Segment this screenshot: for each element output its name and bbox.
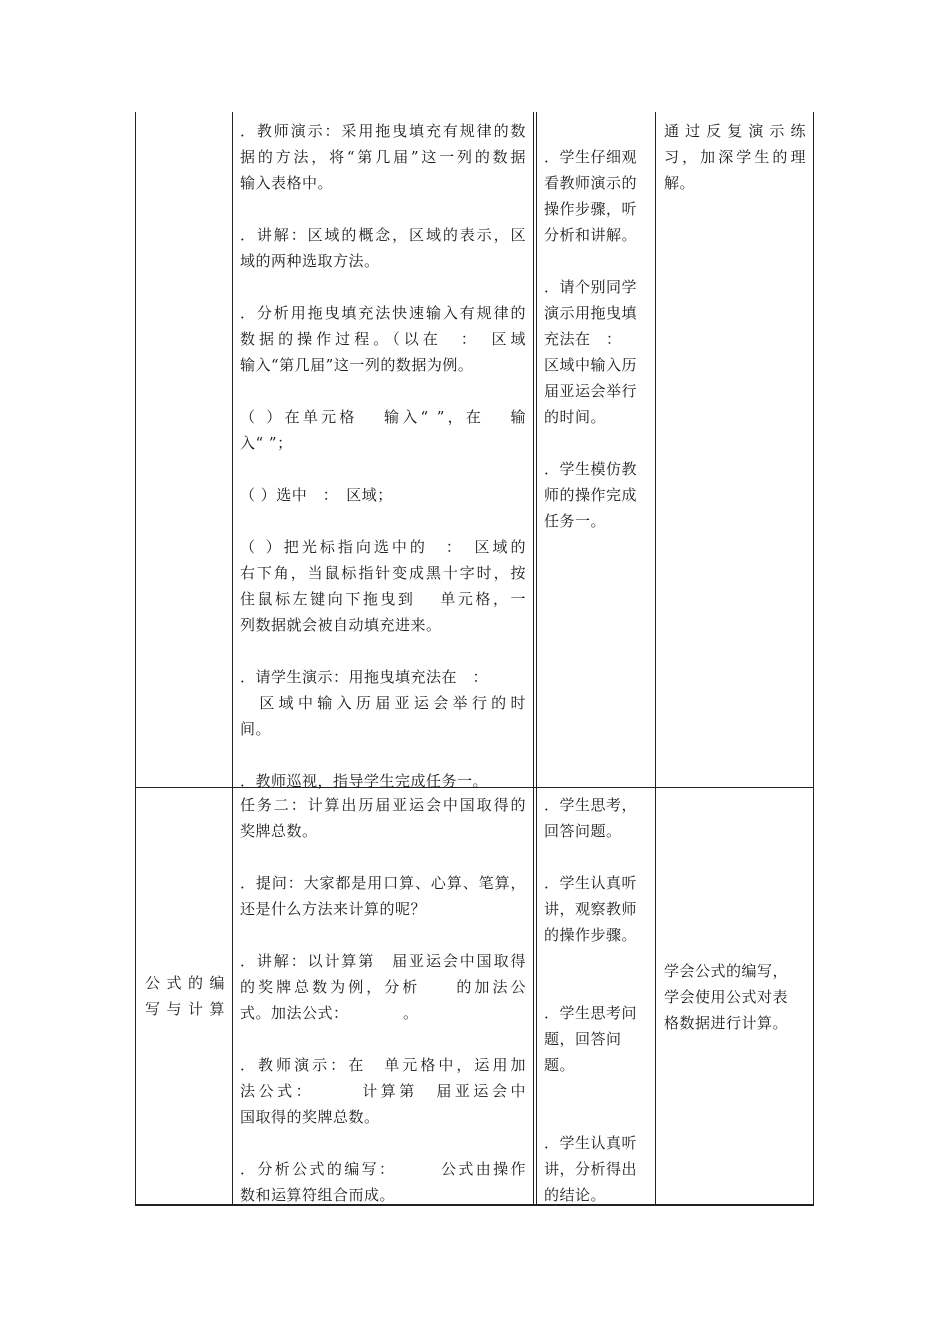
- student-line: ．学生模仿教: [544, 460, 638, 478]
- student-line: 的操作步骤。: [544, 926, 638, 944]
- stage-line: 写与计算: [145, 1000, 225, 1018]
- activity-line: ．讲解：以计算第 届亚运会中国取得: [240, 952, 526, 970]
- student-line: 看教师演示的: [544, 174, 638, 192]
- activity-line: 国取得的奖牌总数。: [240, 1108, 380, 1126]
- activity-line: ．分析用拖曳填充法快速输入有规律的: [240, 304, 526, 322]
- row2-stage-cell: [145, 970, 225, 1022]
- activity-line: 数和运算符组合而成。: [240, 1186, 396, 1204]
- intent-line: 通过反复演示练: [664, 122, 806, 140]
- student-line: 讲，观察教师: [544, 900, 638, 918]
- activity-line: 右下角，当鼠标指针变成黑十字时，按: [240, 564, 526, 582]
- activity-line: 还是什么方法来计算的呢？: [240, 900, 427, 918]
- student-line: ．学生思考，: [544, 796, 638, 814]
- row1-activity-cell: [240, 118, 526, 794]
- student-line: 演示用拖曳填: [544, 304, 638, 322]
- table-col-divider-1: [232, 112, 233, 1206]
- student-line: 师的操作完成: [544, 486, 638, 504]
- activity-line: ．教师演示：在 单元格中，运用加: [240, 1056, 526, 1074]
- activity-line: 住鼠标左键向下拖曳到 单元格，一: [240, 590, 526, 608]
- row1-intent-cell: [664, 118, 806, 196]
- student-line: 的结论。: [544, 1186, 607, 1204]
- activity-line: 的奖牌总数为例，分析 的加法公: [240, 978, 526, 996]
- activity-line: 任务二：计算出历届亚运会中国取得的: [240, 796, 526, 814]
- activity-line: ．分析公式的编写： 公式由操作: [240, 1160, 526, 1178]
- activity-line: 奖牌总数。: [240, 822, 318, 840]
- stage-line: 公式的编: [145, 974, 225, 992]
- row2-student-cell: [544, 792, 650, 1208]
- activity-line: 入“ ”；: [240, 434, 293, 452]
- student-line: ．学生认真听: [544, 1134, 638, 1152]
- table-border-left: [135, 112, 136, 1206]
- activity-line: 输入“第几届”这一列的数据为例。: [240, 356, 474, 374]
- student-line: 任务一。: [544, 512, 607, 530]
- activity-line: 间。: [240, 720, 272, 738]
- student-line: 操作步骤，听: [544, 200, 638, 218]
- activity-line: ．教师巡视，指导学生完成任务一。: [240, 772, 489, 790]
- activity-line: ．提问：大家都是用口算、心算、笔算，: [240, 874, 526, 892]
- student-line: ．学生思考问: [544, 1004, 638, 1022]
- activity-line: 式。加法公式： 。: [240, 1004, 419, 1022]
- activity-line: 法公式： 计算第 届亚运会中: [240, 1082, 526, 1100]
- student-line: 届亚运会举行: [544, 382, 638, 400]
- student-line: 讲，分析得出: [544, 1160, 638, 1178]
- activity-line: 据的方法，将“第几届”这一列的数据: [240, 148, 526, 166]
- table-col-divider-2: [533, 112, 534, 1206]
- intent-line: 格数据进行计算。: [664, 1014, 789, 1032]
- row1-student-cell: [544, 144, 650, 534]
- student-line: ．请个别同学: [544, 278, 638, 296]
- row2-activity-cell: [240, 792, 526, 1208]
- activity-line: ．请学生演示：用拖曳填充法在 ：: [240, 668, 489, 686]
- student-line: ．学生认真听: [544, 874, 638, 892]
- activity-line: 域的两种选取方法。: [240, 252, 380, 270]
- activity-line: 输入表格中。: [240, 174, 334, 192]
- activity-line: （ ）把光标指向选中的 ： 区域的: [240, 538, 526, 556]
- activity-line: ．讲解：区域的概念，区域的表示，区: [240, 226, 526, 244]
- activity-line: 数据的操作过程。（以在 ： 区域: [240, 330, 526, 348]
- table-col-divider-4: [655, 112, 656, 1206]
- intent-line: 学会公式的编写，: [664, 962, 789, 980]
- student-line: 充法在 ：: [544, 330, 622, 348]
- activity-line: 区域中输入历届亚运会举行的时: [240, 694, 526, 712]
- intent-line: 解。: [664, 174, 696, 192]
- activity-line: ．教师演示：采用拖曳填充有规律的数: [240, 122, 526, 140]
- student-line: 的时间。: [544, 408, 607, 426]
- table-border-right: [813, 112, 814, 1206]
- student-line: 区域中输入历: [544, 356, 638, 374]
- intent-line: 习，加深学生的理: [664, 148, 806, 166]
- activity-line: （ ）选中 ： 区域；: [240, 486, 393, 504]
- student-line: 题，回答问题。: [544, 1030, 622, 1074]
- student-line: ．学生仔细观: [544, 148, 638, 166]
- activity-line: 列数据就会被自动填充进来。: [240, 616, 442, 634]
- intent-line: 学会使用公式对表: [664, 988, 789, 1006]
- table-col-divider-3: [536, 112, 537, 1206]
- activity-line: （ ）在单元格 输入“ ”，在 输: [240, 408, 526, 426]
- student-line: 回答问题。: [544, 822, 622, 840]
- row2-intent-cell: [664, 958, 806, 1036]
- student-line: 分析和讲解。: [544, 226, 638, 244]
